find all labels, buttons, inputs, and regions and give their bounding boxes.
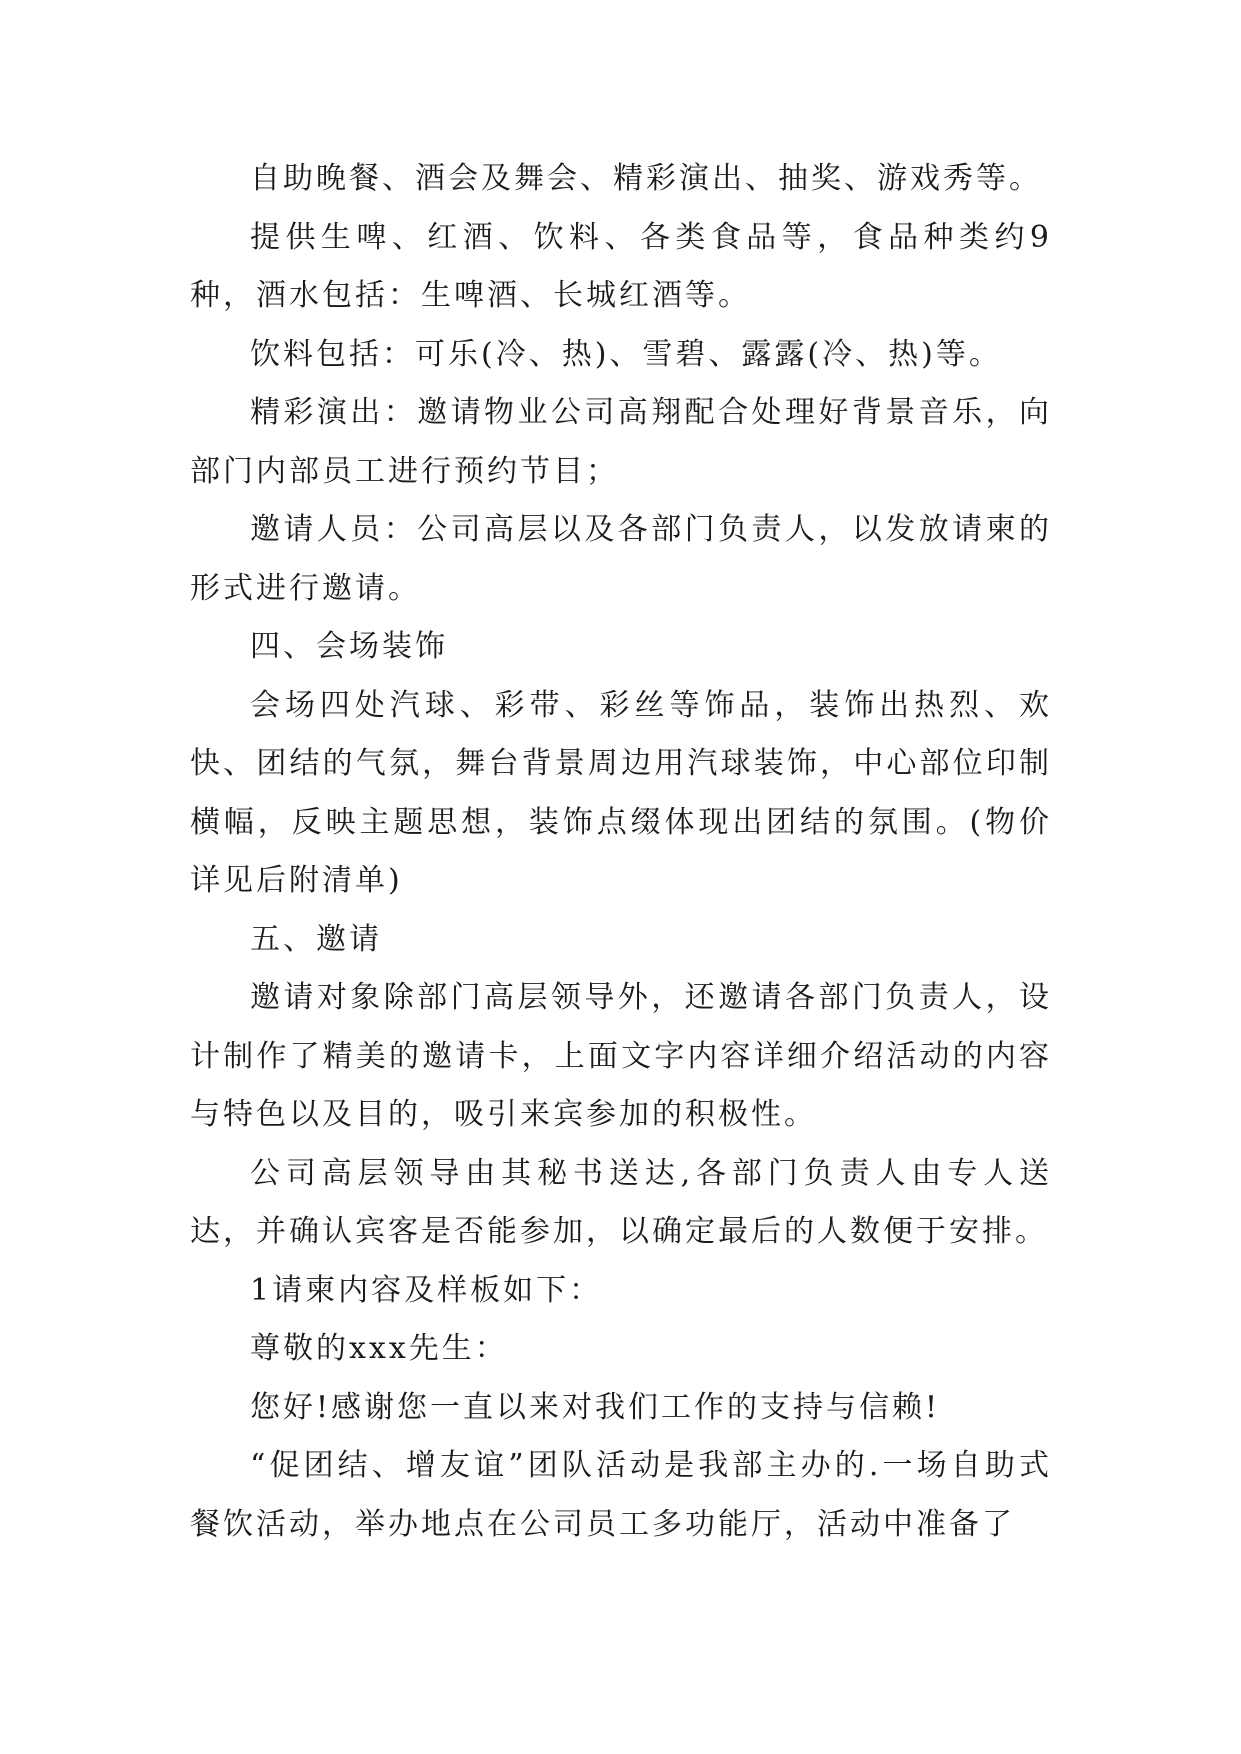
letter-salutation: 尊敬的xxx先生：: [250, 1331, 508, 1366]
section-heading-invitation: 五、邀请: [250, 921, 382, 957]
letter-body: “促团结、增友谊”团队活动是我部主办的.一场自助式餐饮活动，举办地点在公司员工多功能厅，活动中准备了: [190, 1448, 1052, 1542]
document-body: [190, 150, 1052, 1554]
paragraph-beverages: 饮料包括：可乐(冷、热)、雪碧、露露(冷、热)等。: [250, 336, 1002, 372]
paragraph-food-drinks: 提供生啤、红酒、饮料、各类食品等，食品种类约9种，酒水包括：生啤酒、长城红酒等。: [190, 219, 1052, 313]
paragraph-invitation-targets: 邀请对象除部门高层领导外，还邀请各部门负责人，设计制作了精美的邀请卡，上面文字内容详细介绍活动的内容与特色以及目的，吸引来宾参加的积极性。: [190, 980, 1052, 1132]
paragraph-activities: 自助晚餐、酒会及舞会、精彩演出、抽奖、游戏秀等。: [250, 161, 1042, 196]
paragraph-decoration: 会场四处汽球、彩带、彩丝等饰品，装饰出热烈、欢快、团结的气氛，舞台背景周边用汽球装饰，中心部位印制横幅，反映主题思想，装饰点缀体现出团结的氛围。(物价详见后附清单): [190, 687, 1052, 898]
paragraph-performance: 精彩演出：邀请物业公司高翔配合处理好背景音乐，向部门内部员工进行预约节目；: [190, 395, 1052, 489]
letter-greeting: 您好!感谢您一直以来对我们工作的支持与信赖!: [250, 1389, 941, 1425]
paragraph-invitees: 邀请人员：公司高层以及各部门负责人，以发放请柬的形式进行邀请。: [190, 512, 1052, 606]
paragraph-card-sample-intro: 1请柬内容及样板如下：: [250, 1272, 603, 1308]
paragraph-delivery: 公司高层领导由其秘书送达,各部门负责人由专人送达，并确认宾客是否能参加，以确定最后的人数便于安排。: [190, 1155, 1052, 1249]
section-heading-decoration: 四、会场装饰: [250, 629, 448, 664]
